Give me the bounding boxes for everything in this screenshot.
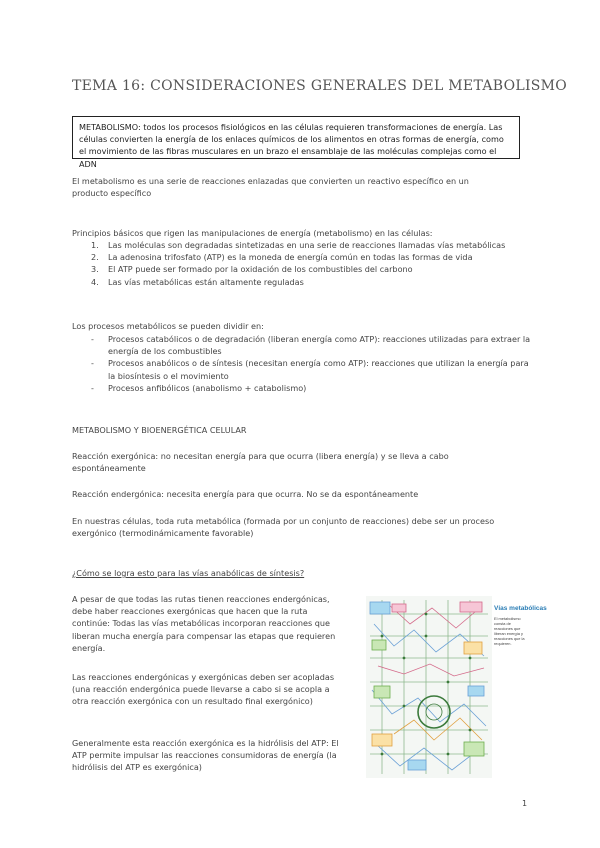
answer-paragraph-2: Las reacciones endergónicas y exergónicas deben ser acopladas (una reacción endergónica puede llevarse a cabo si se acopla a otra reacción exergónica con un resultado final exergónico)	[72, 672, 335, 707]
section-heading-bioenergetica: METABOLISMO Y BIOENERGÉTICA CELULAR	[72, 425, 247, 435]
list-item	[72, 276, 532, 288]
list-item-text: La adenosina trifosfato (ATP) es la moneda de energía común en todas las formas de vida	[108, 252, 473, 263]
figure-title: Vías metabólicas	[494, 605, 547, 612]
list-item	[72, 382, 532, 394]
answer-paragraph-1: A pesar de que todas las rutas tienen reacciones endergónicas, debe haber reacciones exergónicas que hacen que la ruta continúe: Todas las vías metabólicas incorporan reacciones que liberan mucha energía para compensar las etapas que requieren energía.	[72, 594, 336, 653]
list-item	[72, 251, 532, 263]
metabolic-pathways-figure	[364, 594, 547, 780]
principles-list	[72, 239, 532, 288]
list-marker: -	[91, 334, 94, 344]
list-item-text: Las moléculas son degradadas sintetizadas en una serie de reacciones llamadas vías metabólicas	[108, 240, 506, 250]
list-item-text: Procesos anabólicos o de síntesis (necesitan energía como ATP): reacciones que utilizan la energía para la biosíntesis o el movimiento	[108, 358, 529, 381]
list-marker: 3.	[91, 264, 99, 275]
list-marker: 2.	[91, 252, 99, 263]
list-item-text: El ATP puede ser formado por la oxidación de los combustibles del carbono	[108, 264, 413, 275]
figure-caption: El metabolismo consta de reacciones que liberan energía y reacciones que la requieren.	[494, 616, 525, 646]
list-item	[72, 239, 532, 251]
answer-paragraph-3: Generalmente esta reacción exergónica es la hidrólisis del ATP: El ATP permite impulsar las reacciones consumidoras de energía (la hidrólisis del ATP es exergónica)	[72, 738, 339, 773]
cells-paragraph: En nuestras células, toda ruta metabólica (formada por un conjunto de reacciones) debe ser un proceso exergónico (termodinámicamente favorable)	[72, 516, 495, 539]
list-item-text: Procesos anfibólicos (anabolismo + catabolismo)	[108, 382, 307, 393]
list-marker: -	[91, 358, 94, 369]
processes-list	[72, 333, 532, 394]
intro-paragraph: El metabolismo es una serie de reacciones enlazadas que convierten un reactivo específico en un producto específico	[72, 176, 469, 199]
list-item-text: Procesos catabólicos o de degradación (liberan energía como ATP): reacciones utilizadas para extraer la energía de los combustibles	[108, 334, 531, 357]
endergonic-paragraph: Reacción endergónica: necesita energía para que ocurra. No se da espontáneamente	[72, 489, 419, 499]
list-item-text: Las vías metabólicas están altamente reguladas	[108, 276, 304, 287]
list-marker: -	[91, 382, 94, 393]
pathway-map	[366, 596, 492, 778]
exergonic-paragraph: Reacción exergónica: no necesitan energía para que ocurra (libera energía) y se lleva a cabo espontáneamente	[72, 451, 449, 474]
definition-box: METABOLISMO: todos los procesos fisiológicos en las células requieren transformaciones de energía. Las células convierten la energía de los enlaces químicos de los alimentos en otras formas de energía, como el movimiento de las fibras musculares en un brazo el ensamblaje de las moléculas complejas como el ADN	[72, 116, 520, 159]
page-number: 1	[522, 799, 528, 808]
list-item	[72, 333, 532, 357]
list-item	[72, 357, 532, 381]
processes-heading: Los procesos metabólicos se pueden dividir en:	[72, 321, 264, 331]
principles-heading: Principios básicos que rigen las manipulaciones de energía (metabolismo) en las células:	[72, 228, 433, 238]
list-item	[72, 263, 532, 275]
page-title: TEMA 16: CONSIDERACIONES GENERALES DEL METABOLISMO	[72, 78, 568, 94]
list-marker: 4.	[91, 276, 99, 287]
question-heading: ¿Cómo se logra esto para las vías anabólicas de síntesis?	[72, 568, 305, 578]
list-marker: 1.	[91, 240, 99, 250]
